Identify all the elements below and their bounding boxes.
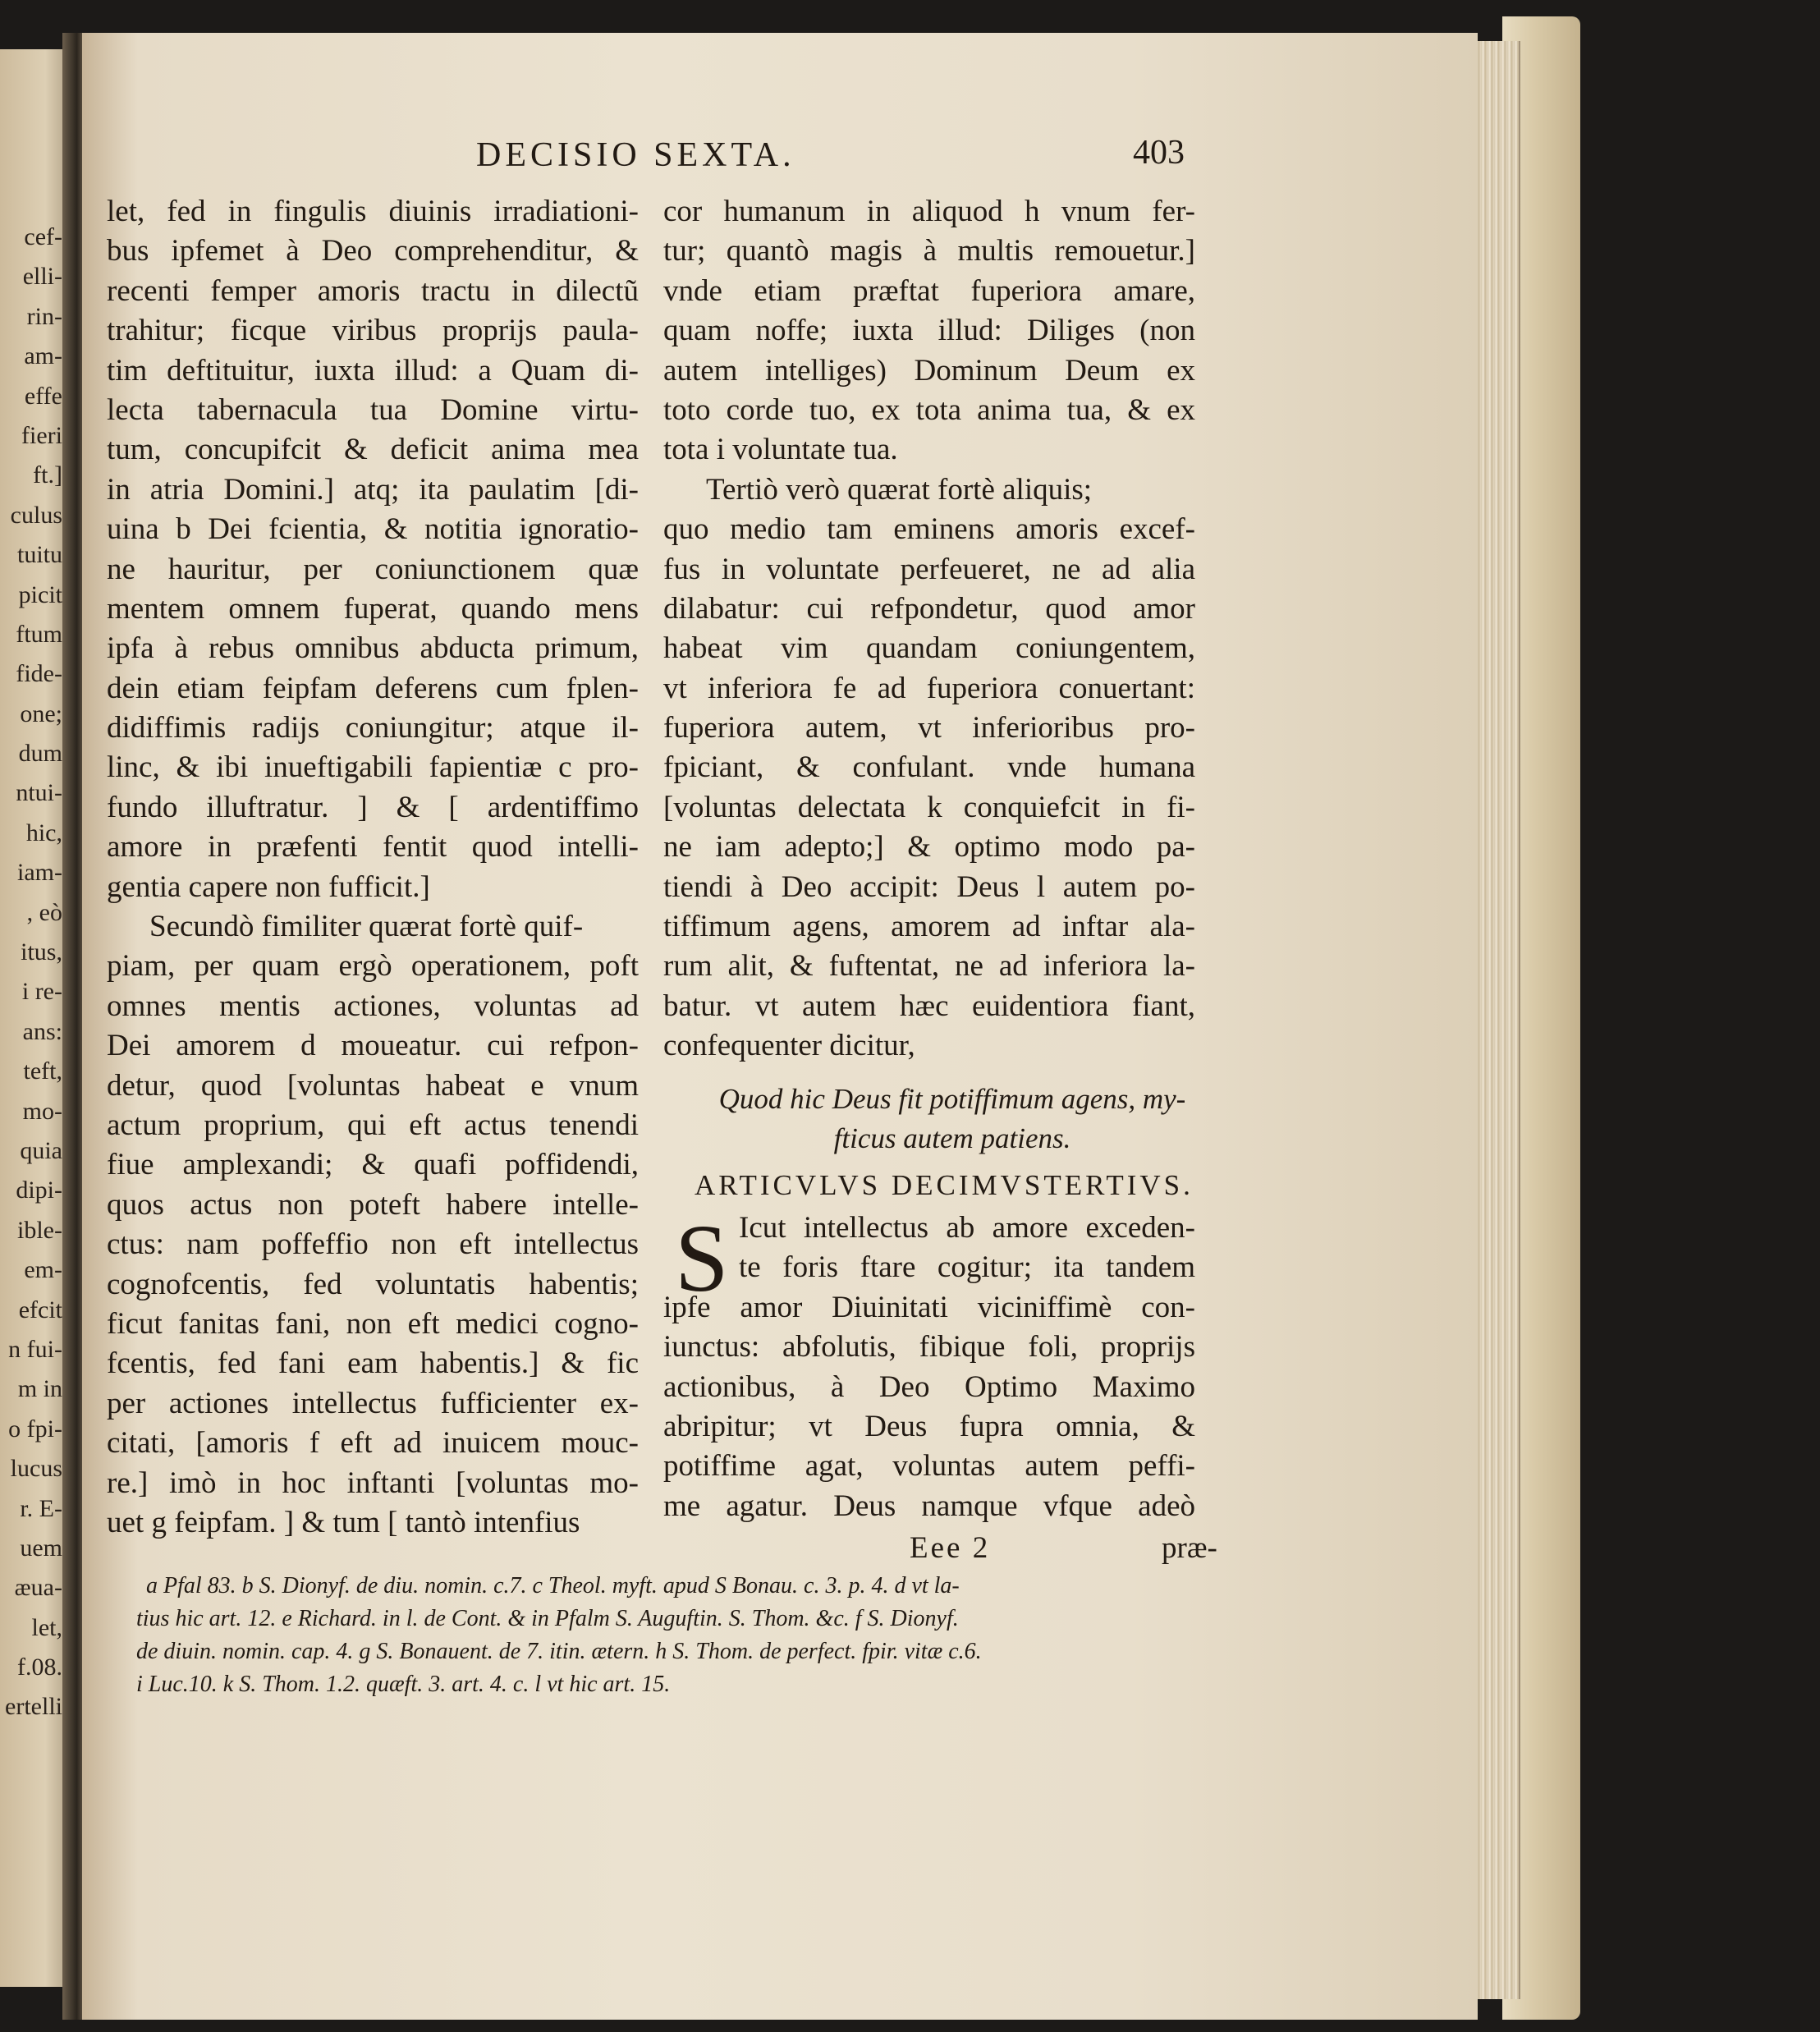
- right-column-line: [voluntas delectata k conquiefcit in fi-: [663, 790, 1195, 824]
- footnotes: [136, 1570, 1238, 1701]
- right-column-top: [663, 192, 1195, 1066]
- left-column-line: amore in præfenti fentit quod intelli-: [107, 830, 639, 865]
- previous-page-line: o fpi-: [8, 1415, 62, 1443]
- previous-page-line: ible-: [17, 1216, 62, 1244]
- article-text-line: ipfe amor Diuinitati viciniffimè con-: [663, 1290, 1195, 1324]
- left-column-line: let, fed in fingulis diuinis irradiationi-: [107, 195, 639, 228]
- drop-cap: S: [675, 1204, 729, 1312]
- left-column-line: actum proprium, qui eft actus tenendi: [107, 1108, 639, 1142]
- right-column-line: confequenter dicitur,: [663, 1029, 915, 1063]
- previous-page-line: ertelli: [5, 1693, 62, 1721]
- previous-page-line: em-: [24, 1256, 62, 1284]
- catchword: præ-: [1162, 1531, 1217, 1565]
- right-column-line: autem intelliges) Dominum Deum ex: [663, 353, 1195, 388]
- footnote-line: a Pfal 83. b S. Dionyf. de diu. nomin. c.7. c Theol. myft. apud S Bonau. c. 3. p. 4. d vt la-: [146, 1573, 960, 1599]
- left-column: [107, 192, 639, 1543]
- left-column-line: ctus: nam poffeffio non eft intellectus: [107, 1227, 639, 1262]
- page-number: 403: [1133, 134, 1185, 172]
- left-column-line: citati, [amoris f eft ad inuicem mouc-: [107, 1426, 639, 1461]
- signature-mark: Eee 2: [910, 1531, 991, 1565]
- right-column-line: tur; quantò magis à multis remouetur.]: [663, 234, 1195, 268]
- previous-page-line: one;: [20, 700, 62, 727]
- left-column-line: fiue amplexandi; & quafi poffidendi,: [107, 1148, 639, 1182]
- right-column-line: tota i voluntate tua.: [663, 433, 898, 467]
- left-column-line: tim deftituitur, iuxta illud: a Quam di-: [107, 353, 639, 388]
- left-column-line: didiffimis radijs coniungitur; atque il-: [107, 711, 639, 745]
- previous-page-line: f.08.: [17, 1654, 62, 1681]
- left-column-line: trahitur; ficque viribus proprijs paula-: [107, 314, 639, 348]
- previous-page-line: r. E-: [20, 1494, 62, 1522]
- left-column-line: per actiones intellectus fufficienter ex-: [107, 1386, 639, 1420]
- previous-page-line: teft,: [23, 1057, 62, 1085]
- right-column-line: cor humanum in aliquod h vnum fer-: [663, 195, 1195, 228]
- left-column-line: ipfa à rebus omnibus abducta primum,: [107, 631, 639, 666]
- left-column-line: ficut fanitas fani, non eft medici cogno-: [107, 1306, 639, 1341]
- right-column-line: fuperiora autem, vt inferioribus pro-: [663, 711, 1195, 745]
- right-column-line: ne iam adepto;] & optimo modo pa-: [663, 830, 1195, 865]
- previous-page-line: am-: [24, 342, 62, 370]
- previous-page-line: cef-: [24, 223, 62, 250]
- previous-page-line: elli-: [22, 263, 62, 291]
- left-column-line: ne hauritur, per coniunctionem quæ: [107, 552, 639, 586]
- previous-page-line: mo-: [22, 1097, 62, 1125]
- previous-page-line: culus: [10, 501, 62, 529]
- article-text-line: te foris ftare cogitur; ita tandem: [739, 1250, 1195, 1285]
- left-column-line: uet g feipfam. ] & tum [ tantò intenfius: [107, 1505, 580, 1539]
- left-column-line: uina b Dei fcientia, & notitia ignoratio-: [107, 512, 639, 547]
- previous-page-line: ft.]: [33, 461, 62, 489]
- left-column-line: lecta tabernacula tua Domine virtu-: [107, 392, 639, 427]
- right-column-line: vt inferiora fe ad fuperiora conuertant:: [663, 671, 1195, 705]
- previous-page-line: ans:: [22, 1017, 62, 1045]
- previous-page-line: i re-: [21, 978, 62, 1006]
- footnote-line: de diuin. nomin. cap. 4. g S. Bonauent. de 7. itin. ætern. h S. Thom. de perfect. fpir. vitæ c.6.: [136, 1639, 982, 1664]
- footnote-line: i Luc.10. k S. Thom. 1.2. quæft. 3. art. 4. c. l vt hic art. 15.: [136, 1672, 671, 1697]
- left-column-line: tum, concupifcit & deficit anima mea: [107, 433, 639, 467]
- previous-page-line: dum: [18, 740, 62, 768]
- right-column-line: batur. vt autem hæc euidentiora fiant,: [663, 988, 1195, 1023]
- previous-page-text: [3, 218, 62, 1727]
- article-title: ARTICVLVS DECIMVSTERTIVS.: [695, 1169, 1194, 1201]
- left-column-line: detur, quod [voluntas habeat e vnum: [107, 1068, 639, 1103]
- previous-page-line: , eò: [26, 898, 62, 926]
- left-column-line: bus ipfemet à Deo comprehenditur, &: [107, 234, 639, 268]
- footnote-line: tius hic art. 12. e Richard. in l. de Cont. & in Pfalm S. Auguftin. S. Thom. &c. f S. Dionyf.: [136, 1606, 959, 1631]
- previous-page-line: iam-: [17, 859, 62, 887]
- right-column-line: toto corde tuo, ex tota anima tua, & ex: [663, 392, 1195, 427]
- article-text-line: me agatur. Deus namque vfque adeò: [663, 1488, 1195, 1523]
- right-column-line: fpiciant, & confulant. vnde humana: [663, 750, 1195, 785]
- article-text-line: actionibus, à Deo Optimo Maximo: [663, 1369, 1195, 1404]
- left-column-line: mentem omnem fuperat, quando mens: [107, 591, 639, 626]
- article-heading: [673, 1080, 1231, 1158]
- heading-line-2: fticus autem patiens.: [833, 1122, 1071, 1154]
- previous-page-line: fieri: [21, 421, 62, 449]
- left-column-line: quos actus non poteft habere intelle-: [107, 1187, 639, 1222]
- article-text-line: potiffime agat, voluntas autem peffi-: [663, 1449, 1195, 1484]
- right-column-line: tiendi à Deo accipit: Deus l autem po-: [663, 869, 1195, 904]
- right-column-line: quo medio tam eminens amoris excef-: [663, 512, 1195, 547]
- left-column-line: cognofcentis, fed voluntatis habentis;: [107, 1267, 639, 1301]
- right-column-line: quam noffe; iuxta illud: Diliges (non: [663, 314, 1195, 348]
- previous-page-line: dipi-: [16, 1177, 62, 1204]
- previous-page-line: rin-: [26, 302, 62, 330]
- article-text-line: abripitur; vt Deus fupra omnia, &: [663, 1409, 1195, 1443]
- left-column-line: fcentis, fed fani eam habentis.] & fic: [107, 1346, 639, 1381]
- left-column-line: Dei amorem d moueatur. cui refpon-: [107, 1029, 639, 1063]
- right-column-line: fus in voluntate perfeueret, ne ad alia: [663, 552, 1195, 586]
- left-column-line: dein etiam feipfam deferens cum fplen-: [107, 671, 639, 705]
- previous-page-line: let,: [31, 1613, 62, 1641]
- previous-page-line: fide-: [16, 660, 62, 688]
- right-column-bottom: [663, 1204, 1195, 1526]
- left-column-line: omnes mentis actiones, voluntas ad: [107, 988, 639, 1023]
- left-column-line: Secundò fimiliter quærat fortè quif-: [149, 910, 584, 944]
- previous-page-line: effe: [24, 382, 62, 410]
- left-column-line: recenti femper amoris tractu in dilectũ: [107, 273, 639, 308]
- previous-page-line: quia: [20, 1136, 62, 1164]
- previous-page-line: tuitu: [16, 541, 62, 569]
- right-column-line: vnde etiam præftat fuperiora amare,: [663, 273, 1195, 308]
- right-column-line: tiffimum agens, amorem ad inftar ala-: [663, 910, 1195, 944]
- previous-page-line: efcit: [18, 1296, 62, 1323]
- left-column-line: re.] imò in hoc inftanti [voluntas mo-: [107, 1466, 639, 1500]
- right-column-line: habeat vim quandam coniungentem,: [663, 631, 1195, 666]
- article-text-line: iunctus: abfolutis, fibique foli, proprijs: [663, 1330, 1195, 1365]
- previous-page-line: m in: [17, 1375, 62, 1403]
- right-column-line: Tertiò verò quærat fortè aliquis;: [706, 472, 1093, 507]
- previous-page-line: picit: [18, 580, 62, 608]
- left-column-line: gentia capere non fufficit.]: [107, 869, 430, 904]
- left-column-line: fundo illuftratur. ] & [ ardentiffimo: [107, 790, 639, 824]
- left-column-line: linc, & ibi inueftigabili fapientiæ c pro-: [107, 750, 639, 785]
- previous-page-line: hic,: [25, 819, 62, 846]
- previous-page-line: n fui-: [8, 1335, 62, 1363]
- right-column-line: rum alit, & fuftentat, ne ad inferiora la-: [663, 949, 1195, 984]
- heading-line-1: Quod hic Deus fit potiffimum agens, my-: [718, 1083, 1186, 1115]
- previous-page-line: itus,: [21, 938, 62, 966]
- previous-page-line: ntui-: [16, 779, 62, 807]
- previous-page-line: lucus: [10, 1455, 62, 1483]
- left-column-line: in atria Domini.] atq; ita paulatim [di-: [107, 472, 639, 507]
- right-column-line: dilabatur: cui refpondetur, quod amor: [663, 591, 1195, 626]
- previous-page-line: uem: [20, 1534, 62, 1562]
- left-column-line: piam, per quam ergò operationem, poft: [107, 949, 639, 984]
- previous-page-line: ftum: [16, 620, 62, 648]
- previous-page-line: æua-: [14, 1574, 62, 1602]
- article-text-line: Icut intellectus ab amore exceden-: [739, 1211, 1195, 1245]
- running-title: DECISIO SEXTA.: [476, 136, 795, 174]
